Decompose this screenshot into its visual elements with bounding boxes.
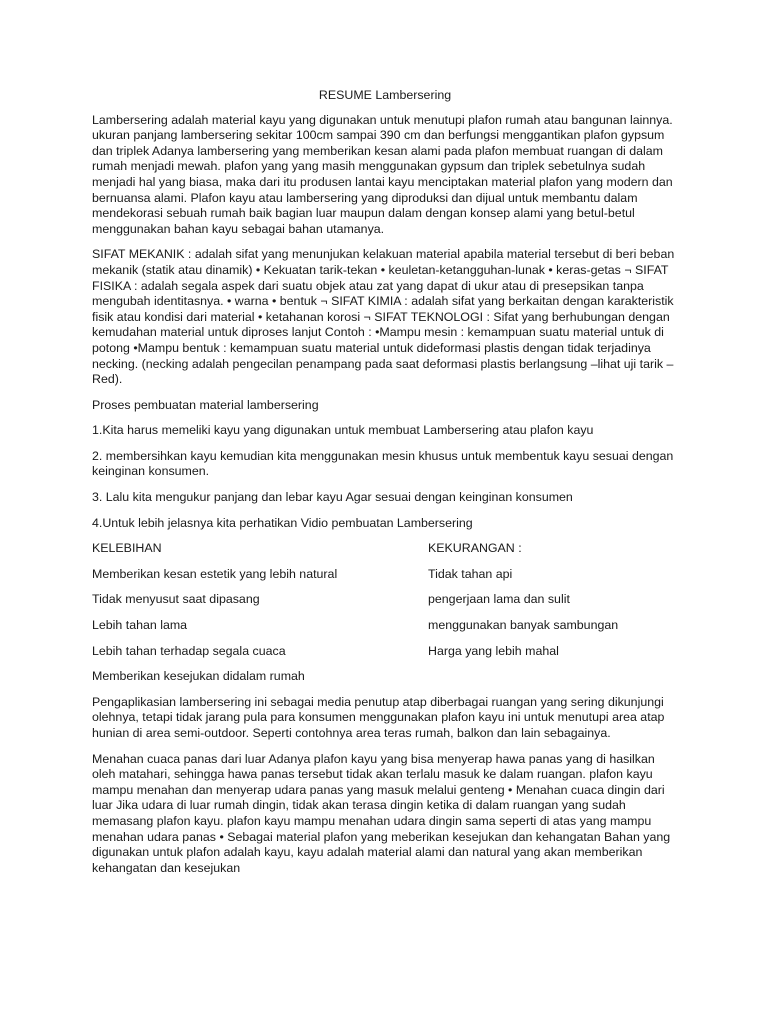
disadvantage-item: Tidak tahan api [428, 566, 513, 581]
advantage-item: Tidak menyusut saat dipasang [92, 592, 260, 607]
comparison-row [92, 644, 678, 660]
comparison-row [92, 592, 678, 608]
advantage-item: Lebih tahan lama [92, 618, 188, 633]
advantage-item: Memberikan kesejukan didalam rumah [92, 669, 305, 684]
disadvantage-item: pengerjaan lama dan sulit [428, 592, 570, 607]
comparison-header-row [92, 541, 678, 557]
application-paragraph: Pengaplikasian lambersering ini sebagai media penutup atap diberbagai ruangan yang sering dikunjungi olehnya, tetapi tidak jarang pula para konsumen menggunakan plafon kayu ini untuk menutupi area atap hunian di area semi-outdoor. Seperti contohnya area teras rumah, balkon dan lain sebagainya. [92, 694, 665, 740]
benefits-paragraph: Menahan cuaca panas dari luar Adanya plafon kayu yang bisa menyerap hawa panas yang di hasilkan oleh matahari, sehingga hawa panas tersebut tidak akan terlalu masuk ke dalam ruangan. plafon kayu mampu menahan dan menyerap udara panas yang masuk melalui genteng • Menahan cuaca dingin dari luar Jika udara di luar rumah dingin, tidak akan terasa dingin ketika di dalam ruangan yang sudah memasang plafon kayu. plafon kayu mampu menahan udara dingin sama seperti di atas yang mampu menahan udara panas • Sebagai material plafon yang meberikan kesejukan dan kehangatan Bahan yang digunakan untuk plafon adalah kayu, kayu adalah material alami dan natural yang akan memberikan kehangatan dan kesejukan [92, 751, 671, 875]
advantage-item: Lebih tahan terhadap segala cuaca [92, 643, 286, 658]
comparison-row [92, 567, 678, 583]
document-title: RESUME Lambersering [318, 88, 452, 102]
process-step-4: 4.Untuk lebih jelasnya kita perhatikan Vidio pembuatan Lambersering [92, 515, 473, 530]
process-heading: Proses pembuatan material lambersering [92, 397, 319, 412]
process-step-3: 3. Lalu kita mengukur panjang dan lebar kayu Agar sesuai dengan keinginan konsumen [92, 490, 573, 505]
properties-paragraph: SIFAT MEKANIK : adalah sifat yang menunjukan kelakuan material apabila material tersebut di beri beban mekanik (statik atau dinamik) • Kekuatan tarik-tekan • keuletan-ketangguhan-lunak • keras-getas ¬ SIFAT FISIKA : adalah segala aspek dari suatu objek atau zat yang dapat di ukur atau di presepsikan tanpa mengubah identitasnya. • warna • bentuk ¬ SIFAT KIMIA : adalah sifat yang berkaitan dengan karakteristik fisik atau kondisi dari material • ketahanan korosi ¬ SIFAT TEKNOLOGI : Sifat yang berhubungan dengan kemudahan material untuk diproses lanjut Contoh : •Mampu mesin : kemampuan suatu material untuk di potong •Mampu bentuk : kemampuan suatu material untuk dideformasi plastis dengan tidak terjadinya necking. (necking adalah pengecilan penampang pada saat deformasi plastis berlangsung –lihat uji tarik –Red). [92, 247, 675, 387]
intro-paragraph: Lambersering adalah material kayu yang digunakan untuk menutupi plafon rumah atau bangunan lainnya. ukuran panjang lambersering sekitar 100cm sampai 390 cm dan berfungsi menggantikan plafon gypsum dan triplek Adanya lambersering yang memberikan kesan alami pada plafon membuat ruangan di dalam rumah menjadi mewah. plafon yang yang masih menggunakan gypsum dan triplek sebetulnya sudah menjadi hal yang biasa, maka dari itu produsen lantai kayu menciptakan material plafon yang modern dan bernuansa alami. Plafon kayu atau lambersering yang diproduksi dan dijual untuk membantu dalam mendekorasi sebuah rumah baik bagian luar maupun dalam dengan konsep alami yang betul-betul menggunakan bahan kayu sebagai bahan utamanya. [92, 112, 673, 236]
disadvantages-header: KEKURANGAN : [428, 541, 522, 556]
advantage-item: Memberikan kesan estetik yang lebih natural [92, 566, 338, 581]
process-step-2: 2. membersihkan kayu kemudian kita menggunakan mesin khusus untuk membentuk kayu sesuai dengan keinginan konsumen. [92, 448, 674, 479]
comparison-row [92, 618, 678, 634]
process-step-1: 1.Kita harus memeliki kayu yang digunakan untuk membuat Lambersering atau plafon kayu [92, 423, 594, 438]
disadvantage-item: menggunakan banyak sambungan [428, 618, 619, 633]
document-page [92, 88, 678, 886]
comparison-table [92, 541, 678, 695]
advantages-header: KELEBIHAN [92, 541, 162, 556]
disadvantage-item: Harga yang lebih mahal [428, 643, 559, 658]
